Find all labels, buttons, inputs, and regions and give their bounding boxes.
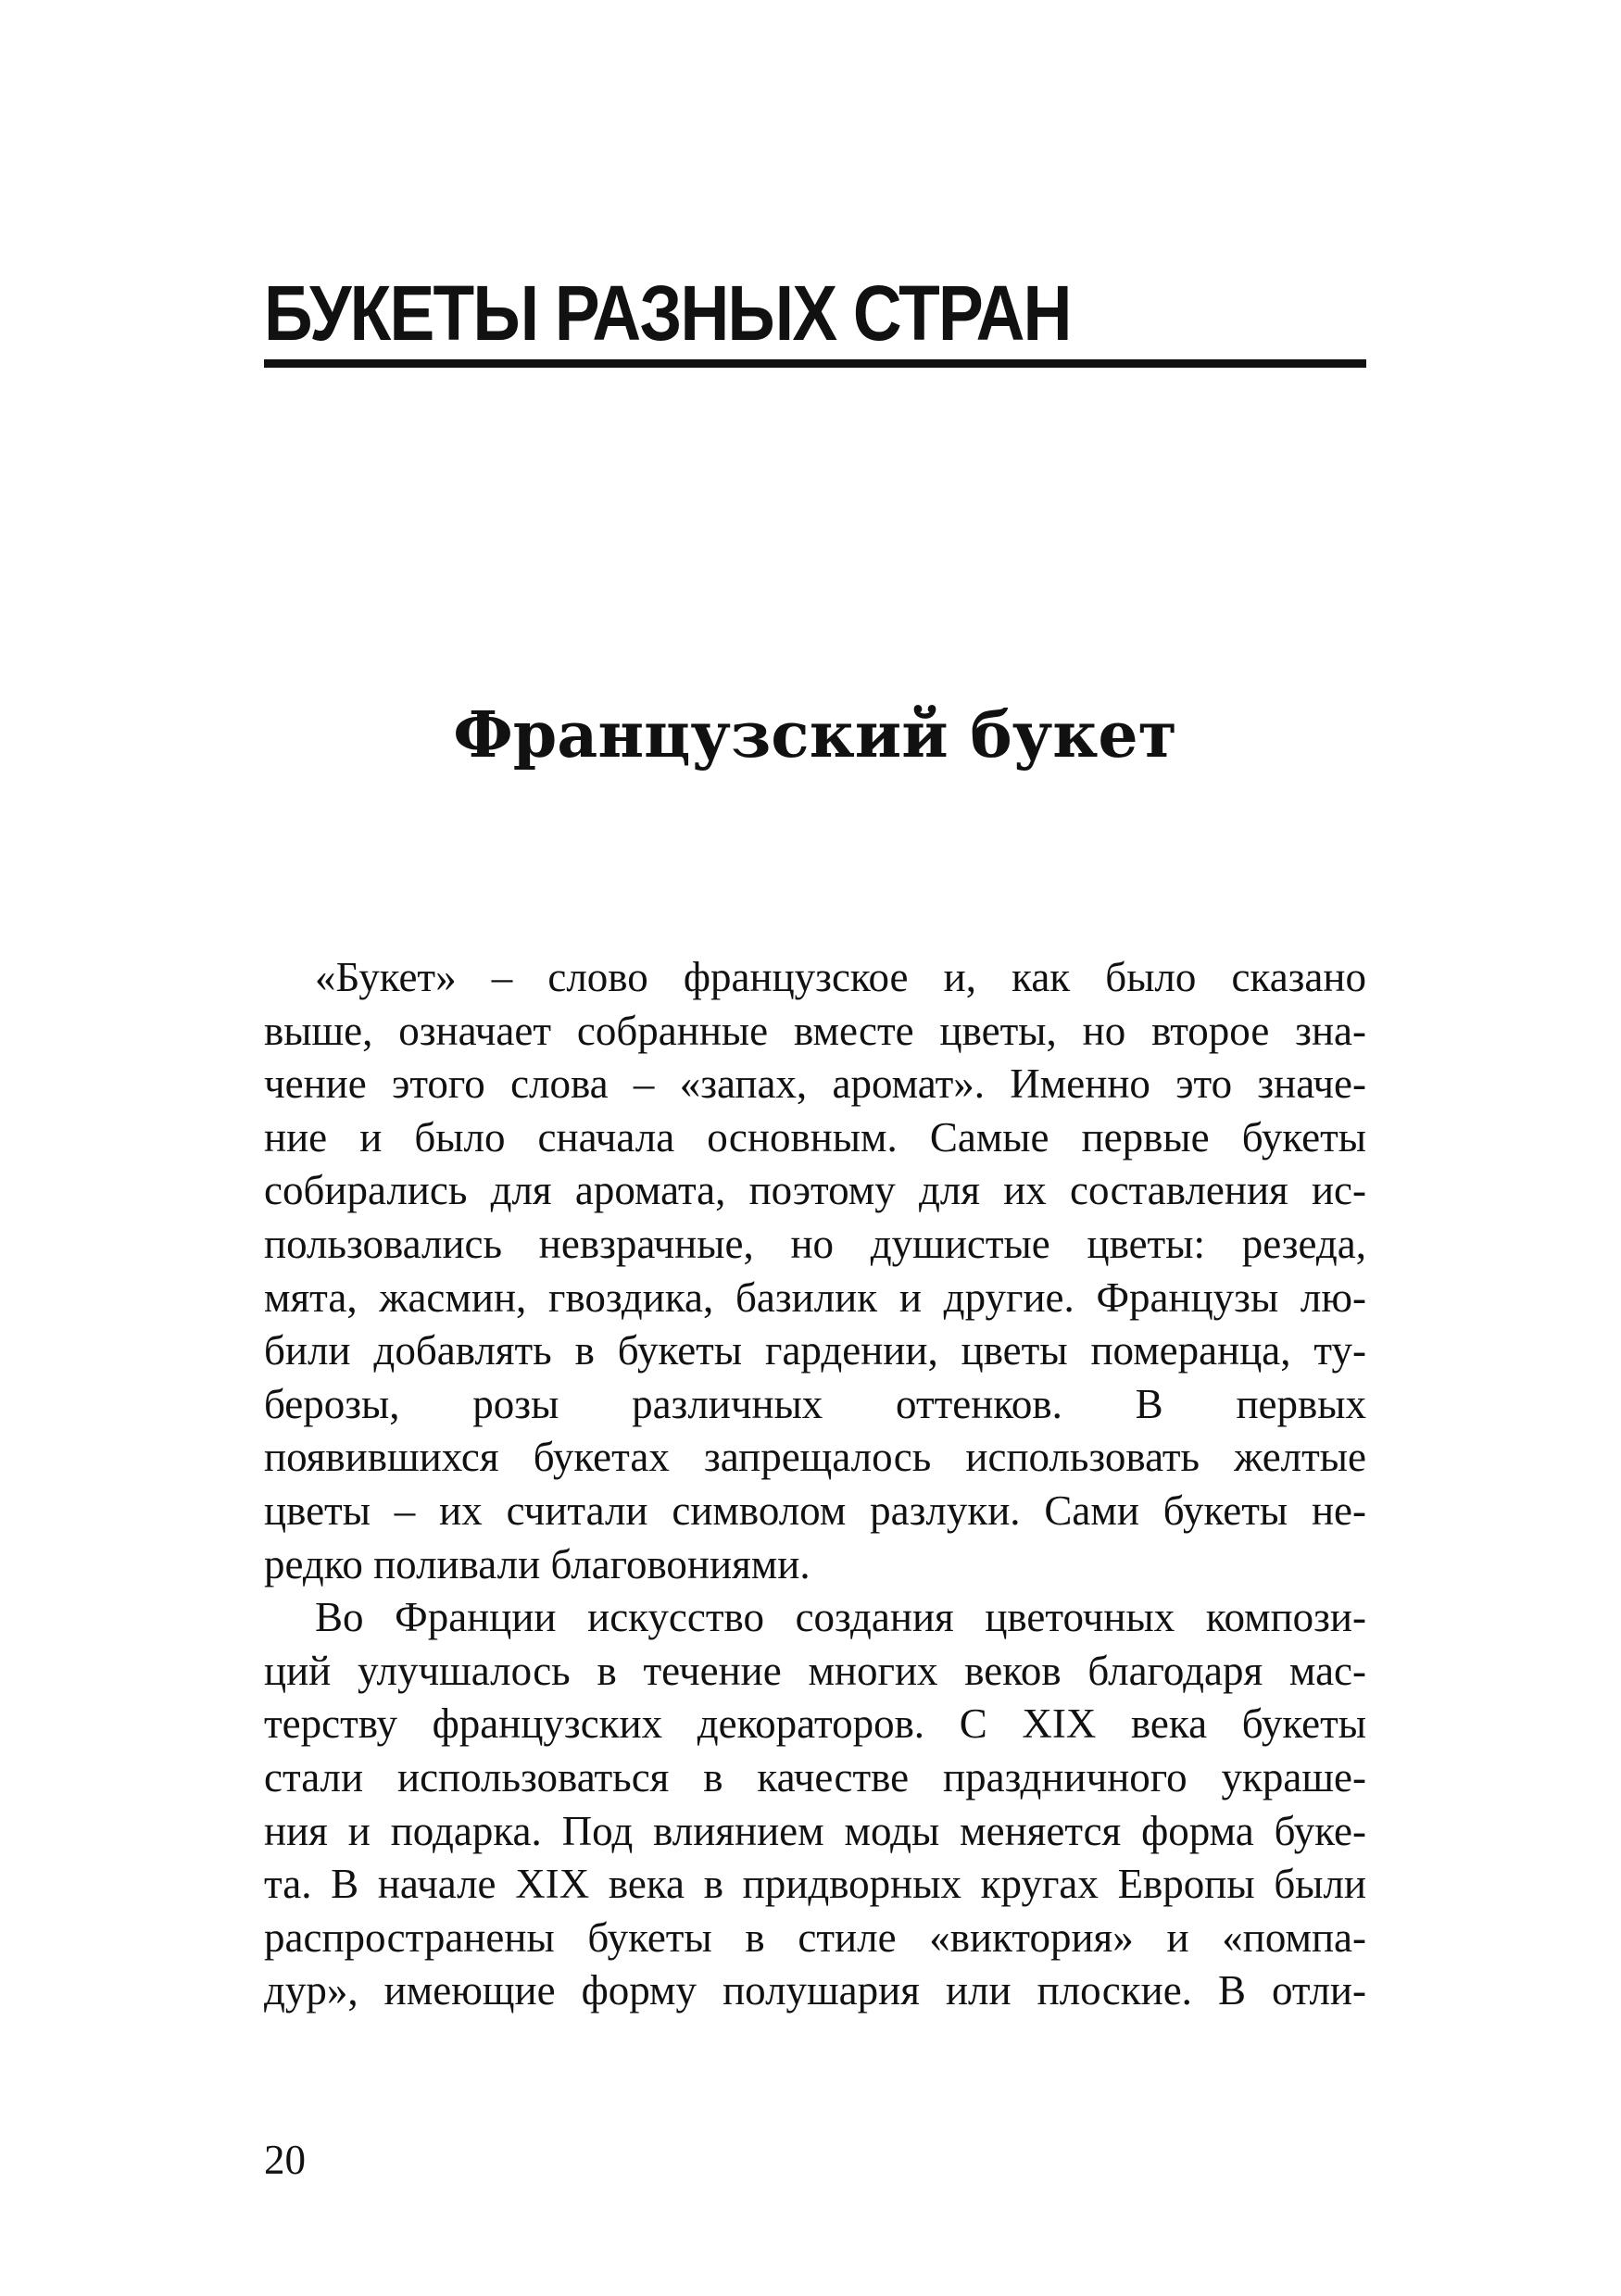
- text-line: распространены букеты в стиле «виктория» и «помпа-: [264, 1913, 1366, 1961]
- paragraph-1: [264, 951, 1366, 1591]
- text-line: стали использоваться в качестве праздничного украше-: [264, 1753, 1366, 1800]
- text-line: появившихся букетах запрещалось использовать желтые: [264, 1434, 1366, 1481]
- body-text: [264, 951, 1366, 2018]
- text-line: мята, жасмин, гвоздика, базилик и другие. Французы лю-: [264, 1273, 1366, 1321]
- text-line: дур», имеющие форму полушария или плоские. В отли-: [264, 1967, 1366, 2014]
- text-line: цветы – их считали символом разлуки. Сами букеты не-: [264, 1487, 1366, 1534]
- text-line: били добавлять в букеты гардении, цветы померанца, ту-: [264, 1327, 1366, 1374]
- chapter-title: БУКЕТЫ РАЗНЫХ СТРАН: [264, 270, 1071, 357]
- chapter-title-rule: [264, 359, 1366, 368]
- text-line: редко поливали благовониями.: [264, 1540, 810, 1587]
- text-line: та. В начале XIX века в придворных кругах Европы были: [264, 1861, 1366, 1908]
- text-line: берозы, розы различных оттенков. В первых: [264, 1380, 1366, 1427]
- text-line: ций улучшалось в течение многих веков благодаря мас-: [264, 1647, 1366, 1694]
- paragraph-2: [264, 1591, 1366, 2018]
- text-line: выше, означает собранные вместе цветы, но второе зна-: [264, 1007, 1366, 1054]
- text-line: «Букет» – слово французское и, как было сказано: [315, 954, 1366, 1000]
- text-line: Во Франции искусство создания цветочных компози-: [315, 1594, 1366, 1641]
- text-line: ния и подарка. Под влиянием моды меняется форма буке-: [264, 1807, 1366, 1854]
- page-number: 20: [264, 2137, 306, 2183]
- text-line: терству французских декораторов. С XIX века букеты: [264, 1700, 1366, 1748]
- text-line: ние и было сначала основным. Самые первые букеты: [264, 1113, 1366, 1161]
- text-line: собирались для аромата, поэтому для их составления ис-: [264, 1167, 1366, 1214]
- text-line: пользовались невзрачные, но душистые цветы: резеда,: [264, 1220, 1366, 1267]
- section-title: Французский букет: [453, 698, 1177, 772]
- text-line: чение этого слова – «запах, аромат». Именно это значе-: [264, 1060, 1366, 1108]
